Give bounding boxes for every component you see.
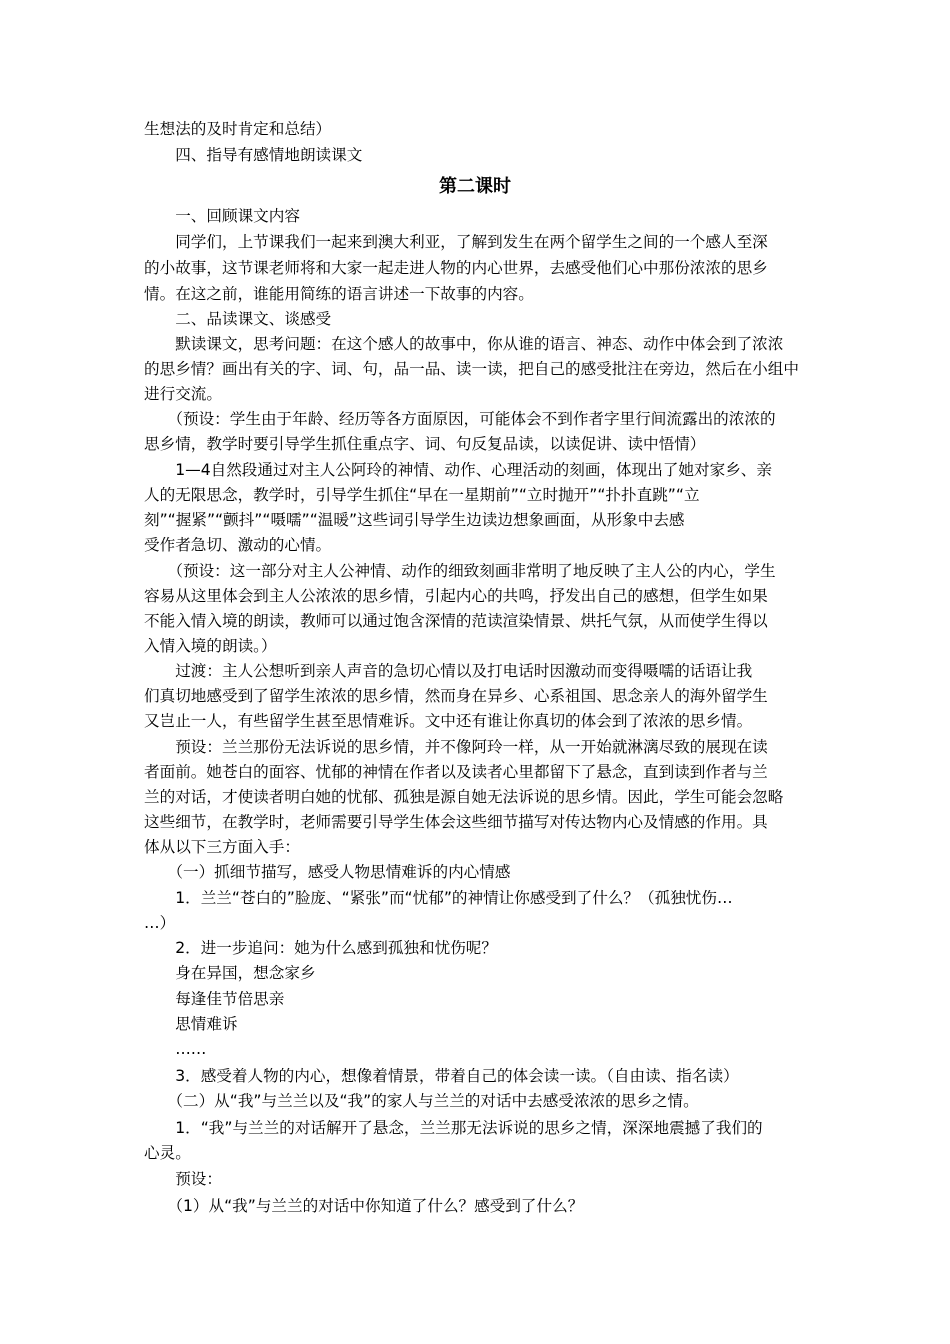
text-line: 思情难诉 (144, 1015, 238, 1033)
text-line: 思乡情，教学时要引导学生抓住重点字、词、句反复品读，以读促讲、读中悟情） (144, 435, 706, 453)
section-heading: 第二课时 (439, 176, 511, 197)
text-line: 又岂止一人，有些留学生甚至思情难诉。文中还有谁让你真切的体会到了浓浓的思乡情。 (144, 712, 753, 730)
text-line: 不能入情入境的朗读，教师可以通过饱含深情的范读渲染情景、烘托气氛，从而使学生得以 (144, 612, 768, 630)
text-line: 1．“我”与兰兰的对话解开了悬念，兰兰那无法诉说的思乡之情，深深地震撼了我们的 (144, 1119, 763, 1137)
text-line: 的思乡情？画出有关的字、词、句，品一品、读一读，把自己的感受批注在旁边，然后在小组中 (144, 360, 799, 378)
text-line: 每逢佳节倍思亲 (144, 990, 285, 1008)
text-line: 这些细节，在教学时，老师需要引导学生体会这些细节描写对传达物内心及情感的作用。具 (144, 813, 768, 831)
text-line: （预设：这一部分对主人公神情、动作的细致刻画非常明了地反映了主人公的内心，学生 (144, 562, 776, 580)
text-line: 兰的对话，才使读者明白她的忧郁、孤独是源自她无法诉说的思乡情。因此，学生可能会忽略 (144, 788, 784, 806)
text-line: 1．兰兰“苍白的”脸庞、“紧张”而“忧郁”的神情让你感受到了什么？（孤独忧伤… (144, 889, 733, 907)
text-line: 默读课文，思考问题：在这个感人的故事中，你从谁的语言、神态、动作中体会到了浓浓 (144, 335, 784, 353)
text-line: 入情入境的朗读。） (144, 637, 277, 655)
text-line: …… (144, 1040, 207, 1058)
text-line: 过渡：主人公想听到亲人声音的急切心情以及打电话时因激动而变得嗫嚅的话语让我 (144, 662, 753, 680)
text-line: 身在异国，想念家乡 (144, 964, 316, 982)
text-line: （预设：学生由于年龄、经历等各方面原因，可能体会不到作者字里行间流露出的浓浓的 (144, 410, 776, 428)
text-line: 体从以下三方面入手： (144, 838, 300, 856)
text-line: 的小故事，这节课老师将和大家一起走进人物的内心世界，去感受他们心中那份浓浓的思乡 (144, 259, 768, 277)
text-line: 二、品读课文、谈感受 (144, 310, 332, 328)
text-line: 心灵。 (144, 1144, 191, 1162)
text-line: 同学们，上节课我们一起来到澳大利亚，了解到发生在两个留学生之间的一个感人至深 (144, 233, 768, 251)
text-line: 3．感受着人物的内心，想像着情景，带着自己的体会读一读。（自由读、指名读） (144, 1067, 739, 1085)
text-line: 们真切地感受到了留学生浓浓的思乡情，然而身在异乡、心系祖国、思念亲人的海外留学生 (144, 687, 768, 705)
text-line: （一）抓细节描写，感受人物思情难诉的内心情感 (144, 863, 511, 881)
text-line: 生想法的及时肯定和总结） (144, 120, 332, 138)
text-line: 预设： (144, 1170, 222, 1188)
text-line: 1—4自然段通过对主人公阿玲的神情、动作、心理活动的刻画，体现出了她对家乡、亲 (144, 461, 772, 479)
text-line: 受作者急切、激动的心情。 (144, 536, 332, 554)
text-line: 预设：兰兰那份无法诉说的思乡情，并不像阿玲一样，从一开始就淋漓尽致的展现在读 (144, 738, 768, 756)
text-line: 一、回顾课文内容 (144, 207, 300, 225)
text-line: 情。在这之前，谁能用简练的语言讲述一下故事的内容。 (144, 285, 534, 303)
text-line: 刻”“握紧”“颤抖”“嗫嚅”“温暖”这些词引导学生边读边想象画面，从形象中去感 (144, 511, 685, 529)
text-line: 容易从这里体会到主人公浓浓的思乡情，引起内心的共鸣，抒发出自己的感想，但学生如果 (144, 587, 768, 605)
text-line: （1）从“我”与兰兰的对话中你知道了什么？感受到了什么？ (144, 1197, 584, 1215)
text-line: 四、指导有感情地朗读课文 (144, 146, 363, 164)
text-line: 进行交流。 (144, 385, 222, 403)
text-line: （二）从“我”与兰兰以及“我”的家人与兰兰的对话中去感受浓浓的思乡之情。 (144, 1092, 699, 1110)
text-line: 人的无限思念，教学时，引导学生抓住“早在一星期前”“立时抛开”“扑扑直跳”“立 (144, 486, 700, 504)
text-line: 2．进一步追问：她为什么感到孤独和忧伤呢？ (144, 939, 497, 957)
text-line: …） (144, 914, 176, 932)
text-line: 者面前。她苍白的面容、忧郁的神情在作者以及读者心里都留下了悬念，直到读到作者与兰 (144, 763, 768, 781)
